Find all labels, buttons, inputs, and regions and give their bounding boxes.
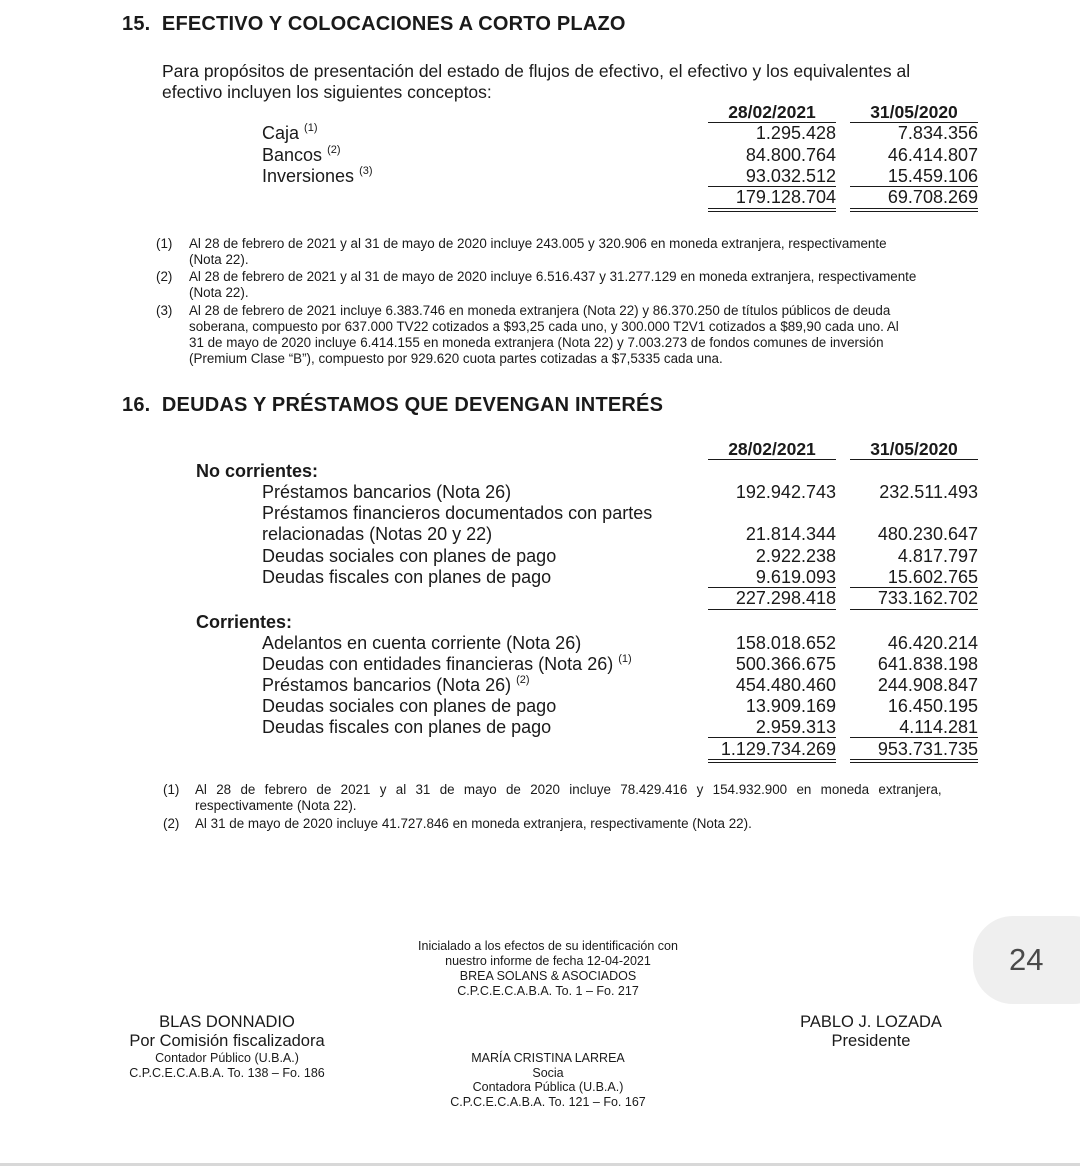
s16-row-value: 158.018.652 <box>735 633 836 653</box>
s15-row-label: Inversiones $^{(3)}$ <box>262 165 373 186</box>
s16-row-value: 4.817.797 <box>897 546 978 566</box>
section-16-title: 16. DEUDAS Y PRÉSTAMOS QUE DEVENGAN INTERÉS <box>122 394 664 416</box>
signer-title: Contadora Pública (U.B.A.) <box>472 1080 624 1094</box>
s16-row-label: Préstamos bancarios (Nota 26) <box>262 482 512 502</box>
s16-col-header-2: 31/05/2020 <box>870 439 958 459</box>
s16-row-value: 500.366.675 <box>735 654 836 674</box>
signer-registration: C.P.C.E.C.A.B.A. To. 121 – Fo. 167 <box>450 1095 646 1109</box>
signer-role: Por Comisión fiscalizadora <box>129 1032 325 1050</box>
footnote-line: Al 28 de febrero de 2021 y al 31 de mayo de 2020 incluye 6.516.437 y 31.277.129 en moneda extranjera, respectivamente <box>189 269 917 284</box>
section-15-title: 15. EFECTIVO Y COLOCACIONES A CORTO PLAZO <box>122 13 626 35</box>
signer-name: BLAS DONNADIO <box>159 1013 295 1031</box>
signer-role: Presidente <box>831 1032 911 1050</box>
current-total-2: 953.731.735 <box>877 739 978 759</box>
s16-row-label: Deudas con entidades financieras (Nota 26) $^{(1)}$ <box>262 653 632 674</box>
footnote-number: (3) <box>156 303 173 318</box>
footnote-line: (Premium Clase “B”), compuesto por 929.620 cuota partes cotizadas a $7,5335 cada una. <box>189 351 723 366</box>
stamp-line: BREA SOLANS & ASOCIADOS <box>459 969 637 983</box>
s15-total-1: 179.128.704 <box>735 187 836 207</box>
noncurrent-total-1: 227.298.418 <box>735 588 836 608</box>
footnote-line: Al 31 de mayo de 2020 incluye 41.727.846 en moneda extranjera, respectivamente (Nota 22). <box>195 816 752 831</box>
s16-row-value: 15.602.765 <box>887 567 978 587</box>
s16-row-label: Préstamos bancarios (Nota 26) $^{(2)}$ <box>262 674 530 695</box>
signer-title: Contador Público (U.B.A.) <box>155 1051 299 1065</box>
noncurrent-heading: No corrientes: <box>196 461 319 481</box>
s16-row-label: Adelantos en cuenta corriente (Nota 26) <box>262 633 582 653</box>
s16-row-value: 192.942.743 <box>735 482 836 502</box>
s15-row-label: Caja $^{(1)}$ <box>262 122 318 143</box>
s15-row-value: 93.032.512 <box>745 166 836 186</box>
signer-registration: C.P.C.E.C.A.B.A. To. 138 – Fo. 186 <box>129 1066 325 1080</box>
footnote-line: Al 28 de febrero de 2021 incluye 6.383.746 en moneda extranjera (Nota 22) y 86.370.250 de títulos públicos de deuda <box>189 303 891 318</box>
footnote-line: respectivamente (Nota 22). <box>195 798 357 813</box>
footnote-line: (Nota 22). <box>189 285 249 300</box>
footnote-line: 31 de mayo de 2020 incluye 6.414.155 en moneda extranjera (Nota 22) y 7.003.273 de fondos comunes de inversión <box>189 335 884 350</box>
current-total-1: 1.129.734.269 <box>720 739 836 759</box>
footnote-line: Al 28 de febrero de 2021 y al 31 de mayo de 2020 incluye 78.429.416 y 154.932.900 en moneda extranjera, <box>195 782 942 797</box>
s16-row-value: 480.230.647 <box>877 524 978 544</box>
s16-row-value: 46.420.214 <box>887 633 978 653</box>
footnote-number: (2) <box>163 816 180 831</box>
page-number: 24 <box>1009 942 1044 977</box>
stamp-line: Inicialado a los efectos de su identificación con <box>418 939 678 953</box>
s16-row-value: 13.909.169 <box>745 696 836 716</box>
s16-row-value: 9.619.093 <box>755 567 836 587</box>
footnote-number: (2) <box>156 269 173 284</box>
s15-total-2: 69.708.269 <box>887 187 978 207</box>
footnote-line: soberana, compuesto por 637.000 TV22 cotizados a $93,25 cada uno, y 300.000 T2V1 cotizados a $89,90 cada uno. Al <box>189 319 899 334</box>
section-15-intro-2: efectivo incluyen los siguientes conceptos: <box>162 82 492 102</box>
s16-row-value: 244.908.847 <box>877 675 978 695</box>
stamp-line: nuestro informe de fecha 12-04-2021 <box>445 954 651 968</box>
s16-row-label: Deudas fiscales con planes de pago <box>262 567 552 587</box>
footnote-line: Al 28 de febrero de 2021 y al 31 de mayo de 2020 incluye 243.005 y 320.906 en moneda extranjera, respectivamente <box>189 236 887 251</box>
s15-row-value: 84.800.764 <box>745 145 836 165</box>
s15-row-value: 7.834.356 <box>897 123 978 143</box>
s16-row-value: 232.511.493 <box>879 482 978 502</box>
footnote-number: (1) <box>156 236 173 251</box>
footnote-line: (Nota 22). <box>189 252 249 267</box>
s16-row-value: 21.814.344 <box>745 524 836 544</box>
footnote-number: (1) <box>163 782 180 797</box>
s16-row-label: relacionadas (Notas 20 y 22) <box>262 524 493 544</box>
s15-row-value: 15.459.106 <box>887 166 978 186</box>
s15-row-value: 46.414.807 <box>887 145 978 165</box>
s16-row-value: 2.959.313 <box>755 717 836 737</box>
s16-row-value: 454.480.460 <box>735 675 836 695</box>
signer-name: PABLO J. LOZADA <box>800 1013 942 1031</box>
s16-row-label: Deudas sociales con planes de pago <box>262 696 557 716</box>
section-15-intro: Para propósitos de presentación del estado de flujos de efectivo, el efectivo y los equivalentes al <box>162 61 911 81</box>
s15-col-header-2: 31/05/2020 <box>870 102 958 122</box>
stamp-line: C.P.C.E.C.A.B.A. To. 1 – Fo. 217 <box>457 984 639 998</box>
current-heading: Corrientes: <box>196 612 293 632</box>
s16-row-value: 4.114.281 <box>899 717 978 737</box>
noncurrent-total-2: 733.162.702 <box>877 588 978 608</box>
s16-row-value: 16.450.195 <box>887 696 978 716</box>
s16-row-label: Deudas fiscales con planes de pago <box>262 717 552 737</box>
s16-col-header-1: 28/02/2021 <box>728 439 816 459</box>
s16-row-value: 641.838.198 <box>877 654 978 674</box>
signer-name: MARÍA CRISTINA LARREA <box>471 1051 625 1065</box>
signer-role: Socia <box>532 1066 564 1080</box>
s15-row-label: Bancos $^{(2)}$ <box>262 144 341 165</box>
s16-row-value: 2.922.238 <box>755 546 836 566</box>
s16-row-label: Deudas sociales con planes de pago <box>262 546 557 566</box>
s15-col-header-1: 28/02/2021 <box>728 102 816 122</box>
s16-row-label: Préstamos financieros documentados con partes <box>262 503 653 523</box>
s15-row-value: 1.295.428 <box>755 123 836 143</box>
